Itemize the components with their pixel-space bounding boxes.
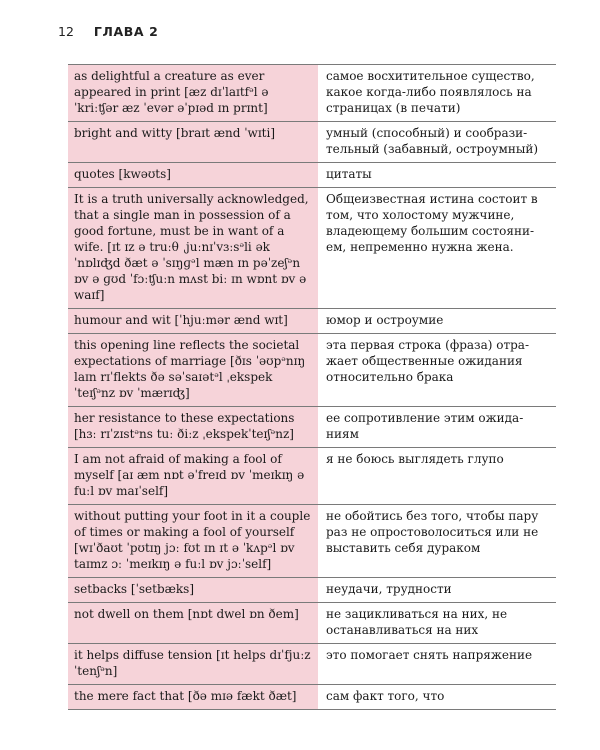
vocab-row	[68, 188, 556, 309]
english-phrase: the mere fact that [ðə mɪə fækt ðæt]	[68, 685, 318, 709]
english-phrase: as delightful a creature as ever appeared in print [æz dɪˈlaɪtfᵊl ə ˈkriːʧər æz ˈevər əˈpɪəd ɪn prɪnt]	[68, 65, 318, 121]
russian-translation: юмор и остроумие	[326, 313, 444, 327]
russian-translation: ее сопротивление этим ожида-ниям	[326, 411, 524, 441]
vocab-row	[68, 578, 556, 603]
russian-translation: умный (способный) и сообрази-тельный (забавный, остроумный)	[326, 126, 539, 156]
vocab-row	[68, 603, 556, 644]
vocab-row	[68, 163, 556, 188]
russian-translation: цитаты	[326, 167, 372, 181]
russian-translation: сам факт того, что	[326, 689, 445, 703]
vocab-row	[68, 407, 556, 448]
vocab-row	[68, 644, 556, 685]
page-header	[58, 24, 158, 39]
english-phrase: quotes [kwəʊts]	[68, 163, 318, 187]
vocab-row	[68, 122, 556, 163]
english-phrase: it helps diffuse tension [ɪt helps dɪˈfjuːz ˈtenʃᵊn]	[68, 644, 318, 684]
english-phrase: humour and wit [ˈhjuːmər ænd wɪt]	[68, 309, 318, 333]
english-phrase: It is a truth universally acknowledged, that a single man in possession of a good fortune, must be in want of a wife. [ɪt ɪz ə truːθ ˌjuːnɪˈvɜːsᵊli əkˈnɒlɪʤd ðæt ə ˈsɪŋɡᵊl mæn ɪn pəˈzeʃᵊn ɒv ə ɡʊd ˈfɔːʧuːn mʌst biː ɪn wɒnt ɒv ə waɪf]	[68, 188, 318, 308]
russian-translation: Общеизвестная истина состоит в том, что холостому мужчине, владеющему большим состояни-ем, непременно нужна жена.	[326, 192, 538, 254]
vocab-row	[68, 448, 556, 505]
vocabulary-table	[68, 64, 556, 710]
chapter-title: ГЛАВА 2	[93, 24, 159, 39]
vocab-row	[68, 64, 556, 122]
english-phrase: not dwell on them [nɒt dwel ɒn ðem]	[68, 603, 318, 643]
page-number: 12	[58, 24, 74, 39]
english-phrase: I am not afraid of making a fool of myself [aɪ æm nɒt əˈfreɪd ɒv ˈmeɪkɪŋ ə fuːl ɒv maɪˈself]	[68, 448, 318, 504]
english-phrase: setbacks [ˈsetbæks]	[68, 578, 318, 602]
russian-translation: не зацикливаться на них, не останавливаться на них	[326, 607, 508, 637]
russian-translation: самое восхитительное существо, какое когда-либо появлялось на страницах (в печати)	[326, 69, 535, 115]
russian-translation: неудачи, трудности	[326, 582, 452, 596]
vocab-row	[68, 685, 556, 710]
english-phrase: bright and witty [braɪt ænd ˈwɪti]	[68, 122, 318, 162]
russian-translation: не обойтись без того, чтобы пару раз не опростоволоситься или не выставить себя дураком	[326, 509, 539, 555]
english-phrase: without putting your foot in it a couple of times or making a fool of yourself [wɪˈðaʊt ˈpʊtɪŋ jɔː fʊt ɪn ɪt ə ˈkʌpᵊl ɒv taɪmz ɔː ˈmeɪkɪŋ ə fuːl ɒv jɔːˈself]	[68, 505, 318, 577]
english-phrase: this opening line reflects the societal expectations of marriage [ðɪs ˈəʊpᵊnɪŋ laɪn rɪˈflekts ðə səˈsaɪətᵊl ˌekspekˈteɪʃᵊnz ɒv ˈmærɪʤ]	[68, 334, 318, 406]
russian-translation: это помогает снять напряжение	[326, 648, 533, 662]
vocab-row	[68, 505, 556, 578]
vocab-row	[68, 309, 556, 334]
vocab-row	[68, 334, 556, 407]
english-phrase: her resistance to these expectations [hɜː rɪˈzɪstᵊns tuː ðiːz ˌekspekˈteɪʃᵊnz]	[68, 407, 318, 447]
russian-translation: эта первая строка (фраза) отра-жает общественные ожидания относительно брака	[326, 338, 529, 384]
russian-translation: я не боюсь выглядеть глупо	[326, 452, 504, 466]
